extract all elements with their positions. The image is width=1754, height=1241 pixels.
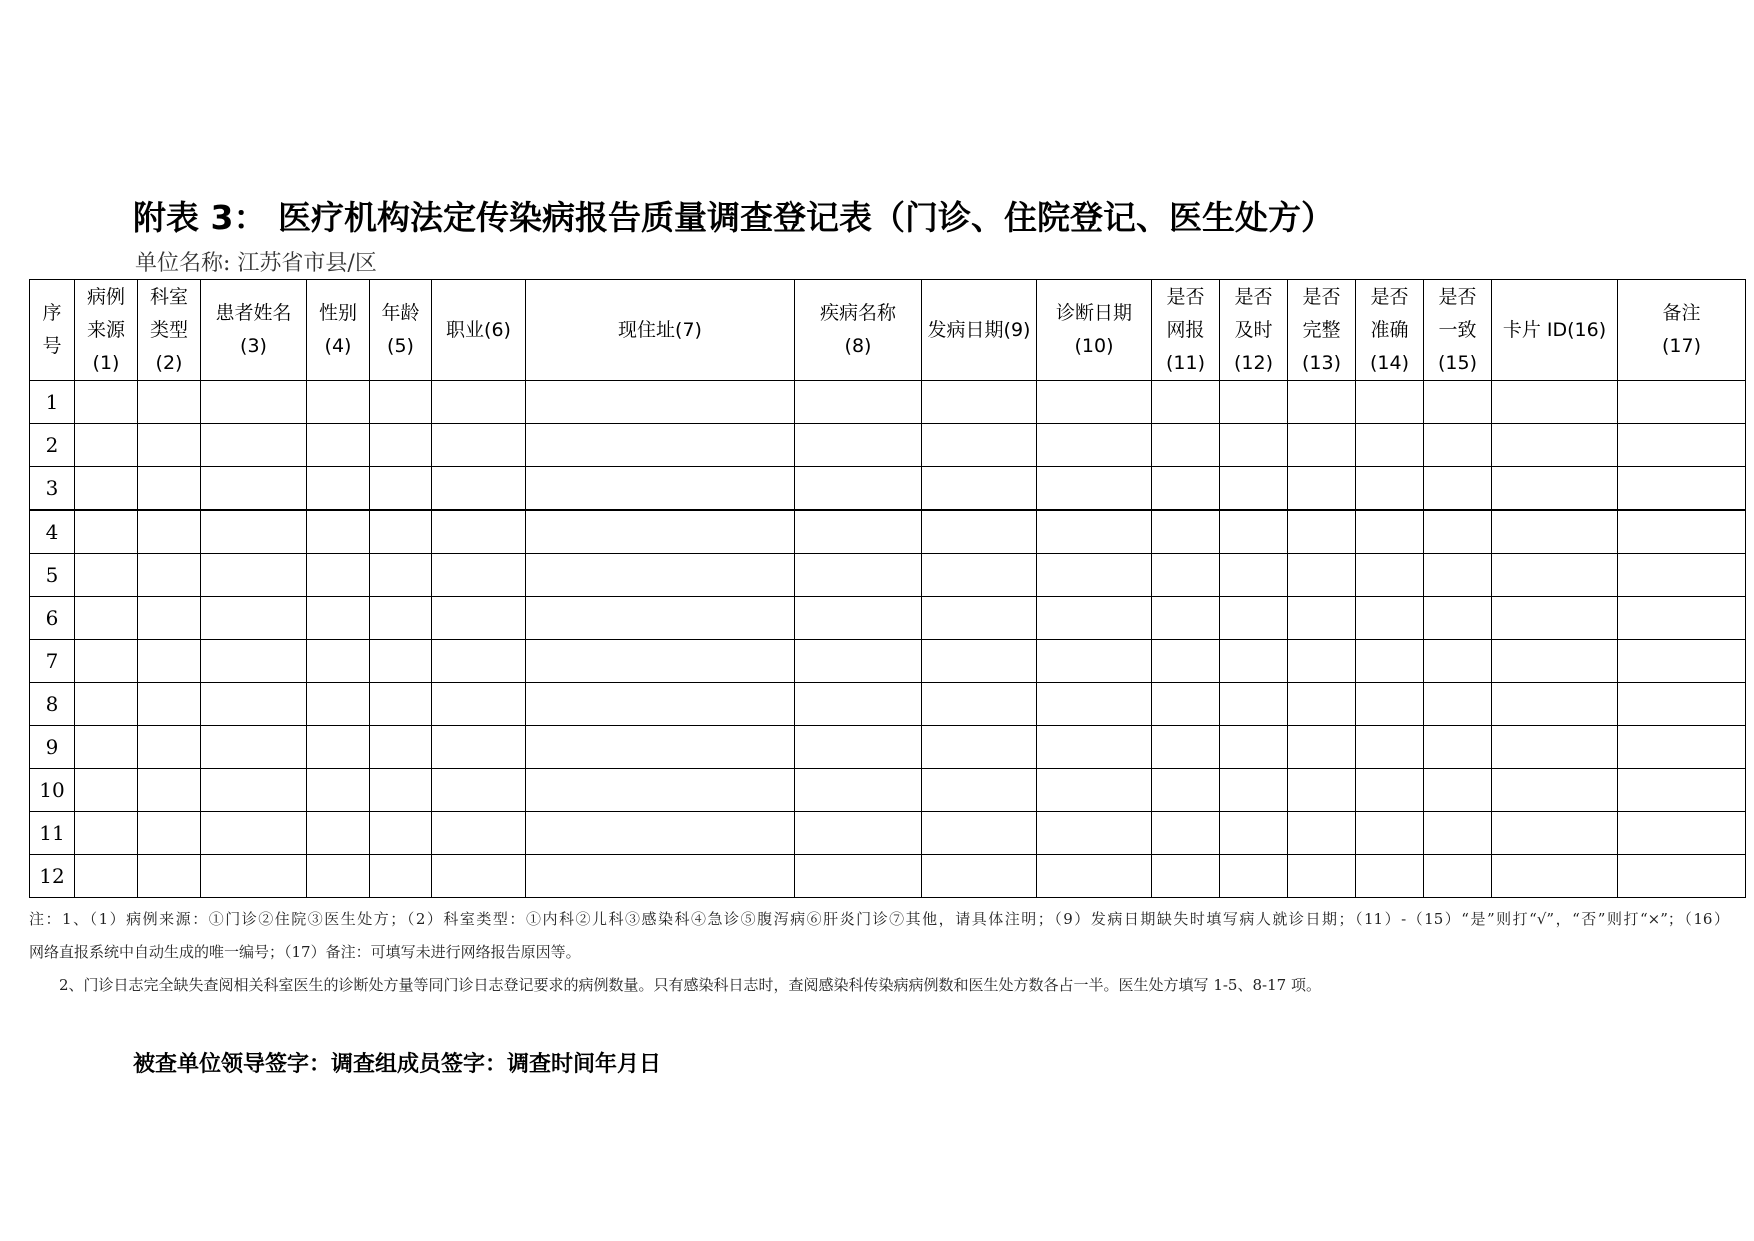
- table-cell[interactable]: [1424, 510, 1492, 554]
- table-cell[interactable]: [1152, 640, 1220, 683]
- header-text: 性别: [318, 302, 357, 324]
- table-cell[interactable]: [1220, 769, 1288, 812]
- table-cell[interactable]: [922, 597, 1037, 640]
- header-cell: [922, 280, 1037, 381]
- table-cell[interactable]: [1152, 855, 1220, 898]
- table-cell[interactable]: [307, 812, 370, 855]
- table-cell[interactable]: [922, 640, 1037, 683]
- table-row: [30, 510, 1746, 554]
- table-cell[interactable]: [1356, 726, 1424, 769]
- table-cell[interactable]: [307, 683, 370, 726]
- table-cell[interactable]: [1424, 812, 1492, 855]
- table-row: [30, 769, 1746, 812]
- table-row: [30, 726, 1746, 769]
- header-text: 是否: [1370, 285, 1409, 308]
- table-cell[interactable]: [1220, 726, 1288, 769]
- table-cell[interactable]: [138, 381, 201, 424]
- header-cell: [138, 280, 201, 381]
- header-cell: [795, 280, 922, 381]
- table-cell[interactable]: [1220, 812, 1288, 855]
- table-cell[interactable]: [1356, 812, 1424, 855]
- header-cell: [201, 280, 307, 381]
- table-cell[interactable]: [75, 855, 138, 898]
- header-text: 来源: [86, 318, 125, 341]
- table-cell[interactable]: [1152, 812, 1220, 855]
- table-cell[interactable]: [1288, 812, 1356, 855]
- header-text: (2): [155, 351, 183, 374]
- header-text: 准确: [1370, 318, 1409, 341]
- table-cell[interactable]: [201, 855, 307, 898]
- table-cell[interactable]: [1618, 554, 1746, 597]
- table-cell[interactable]: [1037, 597, 1152, 640]
- table-cell[interactable]: [201, 597, 307, 640]
- table-cell[interactable]: [1152, 467, 1220, 511]
- row-number: 8: [30, 683, 75, 726]
- table-cell[interactable]: [201, 554, 307, 597]
- table-cell[interactable]: [1618, 597, 1746, 640]
- table-cell[interactable]: [1492, 554, 1618, 597]
- table-cell[interactable]: [1288, 554, 1356, 597]
- table-cell[interactable]: [1288, 381, 1356, 424]
- table-cell[interactable]: [1424, 381, 1492, 424]
- table-cell[interactable]: [75, 640, 138, 683]
- table-cell[interactable]: [526, 640, 795, 683]
- row-number: 11: [30, 812, 75, 855]
- table-cell[interactable]: [1492, 510, 1618, 554]
- table-cell[interactable]: [138, 640, 201, 683]
- table-cell[interactable]: [370, 424, 432, 467]
- notes: [29, 903, 1729, 1002]
- note-line-1: 注：1、（1）病例来源：①门诊②住院③医生处方；（2）科室类型：①内科②儿科③感染科④急诊⑤腹泻病⑥肝炎门诊⑦其他，请具体注明；（9）发病日期缺失时填写病人就诊日期；（11）-（15）“是”则打“√”，“否”则打“×”；（16）: [29, 910, 1729, 928]
- table-cell[interactable]: [1492, 467, 1618, 511]
- table-cell[interactable]: [432, 769, 526, 812]
- table-cell[interactable]: [1618, 769, 1746, 812]
- table-cell[interactable]: [75, 726, 138, 769]
- table-cell[interactable]: [1288, 683, 1356, 726]
- table-cell[interactable]: [795, 683, 922, 726]
- table-cell[interactable]: [1152, 597, 1220, 640]
- table-cell[interactable]: [1492, 812, 1618, 855]
- table-body: [30, 381, 1746, 898]
- table-cell[interactable]: [1356, 467, 1424, 511]
- table-cell[interactable]: [922, 424, 1037, 467]
- table-cell[interactable]: [1356, 554, 1424, 597]
- header-text: 疾病名称: [819, 302, 896, 324]
- table-cell[interactable]: [1220, 510, 1288, 554]
- table-cell[interactable]: [1492, 640, 1618, 683]
- table-cell[interactable]: [1492, 381, 1618, 424]
- table-cell[interactable]: [138, 683, 201, 726]
- table-cell[interactable]: [138, 510, 201, 554]
- row-number: 1: [30, 381, 75, 424]
- table-cell[interactable]: [1288, 510, 1356, 554]
- table-cell[interactable]: [1424, 769, 1492, 812]
- table-cell[interactable]: [1037, 683, 1152, 726]
- table-cell[interactable]: [307, 640, 370, 683]
- header-text: 患者姓名: [215, 302, 292, 324]
- table-row: [30, 812, 1746, 855]
- header-text: 现住址(7): [618, 318, 702, 341]
- table-cell[interactable]: [1288, 640, 1356, 683]
- table-cell[interactable]: [795, 424, 922, 467]
- table-cell[interactable]: [1618, 510, 1746, 554]
- table-cell[interactable]: [526, 554, 795, 597]
- row-number: 9: [30, 726, 75, 769]
- table-cell[interactable]: [526, 855, 795, 898]
- table-cell[interactable]: [1618, 640, 1746, 683]
- table-cell[interactable]: [1288, 597, 1356, 640]
- table-cell[interactable]: [307, 424, 370, 467]
- header-text: 卡片 ID(16): [1502, 318, 1607, 341]
- row-number: 2: [30, 424, 75, 467]
- table-cell[interactable]: [1424, 640, 1492, 683]
- header-text: 及时: [1234, 318, 1273, 341]
- table-cell[interactable]: [138, 554, 201, 597]
- header-text: 一致: [1438, 318, 1477, 341]
- table-cell[interactable]: [1037, 726, 1152, 769]
- table-cell[interactable]: [138, 467, 201, 511]
- table-cell[interactable]: [201, 510, 307, 554]
- table-cell[interactable]: [1152, 769, 1220, 812]
- header-text: 科室: [149, 285, 188, 308]
- table-cell[interactable]: [75, 554, 138, 597]
- table-cell[interactable]: [1356, 855, 1424, 898]
- registration-table: [29, 279, 1746, 898]
- table-cell[interactable]: [201, 640, 307, 683]
- table-cell[interactable]: [370, 812, 432, 855]
- header-text: 诊断日期: [1055, 302, 1132, 324]
- table-cell[interactable]: [370, 640, 432, 683]
- header-cell: [1424, 280, 1492, 381]
- table-cell[interactable]: [526, 726, 795, 769]
- table-cell[interactable]: [1037, 510, 1152, 554]
- header-row: [30, 280, 1746, 381]
- table-cell[interactable]: [201, 769, 307, 812]
- table-cell[interactable]: [75, 424, 138, 467]
- table-cell[interactable]: [1492, 769, 1618, 812]
- table-cell[interactable]: [1356, 640, 1424, 683]
- table-cell[interactable]: [1492, 683, 1618, 726]
- table-cell[interactable]: [526, 812, 795, 855]
- table-cell[interactable]: [307, 467, 370, 511]
- table-cell[interactable]: [922, 855, 1037, 898]
- table-cell[interactable]: [432, 726, 526, 769]
- header-text: 完整: [1302, 318, 1341, 341]
- table-cell[interactable]: [1220, 554, 1288, 597]
- header-text: (5): [387, 335, 414, 357]
- header-text: (8): [844, 335, 872, 357]
- header-cell: [526, 280, 795, 381]
- table-cell[interactable]: [795, 510, 922, 554]
- table-row: [30, 640, 1746, 683]
- table-row: [30, 597, 1746, 640]
- table-cell[interactable]: [1220, 424, 1288, 467]
- table-cell[interactable]: [1424, 855, 1492, 898]
- table-cell[interactable]: [370, 855, 432, 898]
- header-text: (10): [1074, 335, 1114, 357]
- table-cell[interactable]: [432, 381, 526, 424]
- row-number: 5: [30, 554, 75, 597]
- header-text: 病例: [86, 285, 125, 308]
- table-cell[interactable]: [795, 381, 922, 424]
- header-text: (14): [1369, 351, 1409, 374]
- table-cell[interactable]: [307, 381, 370, 424]
- header-cell: [432, 280, 526, 381]
- table-cell[interactable]: [75, 467, 138, 511]
- table-cell[interactable]: [370, 726, 432, 769]
- table-cell[interactable]: [922, 467, 1037, 511]
- table-cell[interactable]: [1356, 597, 1424, 640]
- table-row: [30, 381, 1746, 424]
- table-cell[interactable]: [1152, 381, 1220, 424]
- table-cell[interactable]: [526, 424, 795, 467]
- row-number: 12: [30, 855, 75, 898]
- row-number: 10: [30, 769, 75, 812]
- table-row: [30, 467, 1746, 511]
- table-cell[interactable]: [795, 769, 922, 812]
- table-cell[interactable]: [1288, 769, 1356, 812]
- table-cell[interactable]: [138, 855, 201, 898]
- header-text: (11): [1165, 351, 1205, 374]
- table-cell[interactable]: [795, 855, 922, 898]
- header-cell: [1288, 280, 1356, 381]
- table-cell[interactable]: [1492, 597, 1618, 640]
- table-cell[interactable]: [307, 554, 370, 597]
- table-cell[interactable]: [432, 640, 526, 683]
- table-cell[interactable]: [795, 812, 922, 855]
- table-cell[interactable]: [75, 683, 138, 726]
- table-cell[interactable]: [922, 683, 1037, 726]
- table-cell[interactable]: [795, 467, 922, 511]
- row-number: 4: [30, 510, 75, 554]
- header-cell: [1618, 280, 1746, 381]
- table-cell[interactable]: [1037, 769, 1152, 812]
- table-cell[interactable]: [370, 467, 432, 511]
- table-cell[interactable]: [1037, 424, 1152, 467]
- table-cell[interactable]: [1152, 726, 1220, 769]
- table-cell[interactable]: [922, 812, 1037, 855]
- header-text: (13): [1301, 351, 1341, 374]
- table-cell[interactable]: [1152, 510, 1220, 554]
- table-row: [30, 855, 1746, 898]
- table-cell[interactable]: [307, 855, 370, 898]
- table-cell[interactable]: [1618, 424, 1746, 467]
- table-cell[interactable]: [526, 597, 795, 640]
- table-cell[interactable]: [1356, 683, 1424, 726]
- header-text: 是否: [1438, 285, 1477, 308]
- table-cell[interactable]: [922, 726, 1037, 769]
- table-cell[interactable]: [1492, 726, 1618, 769]
- row-number: 3: [30, 467, 75, 511]
- table-cell[interactable]: [370, 683, 432, 726]
- table-cell[interactable]: [1220, 467, 1288, 511]
- table-cell[interactable]: [75, 769, 138, 812]
- table-cell[interactable]: [1618, 855, 1746, 898]
- table-cell[interactable]: [1618, 726, 1746, 769]
- form-title: 附表 3： 医疗机构法定传染病报告质量调查登记表（门诊、住院登记、医生处方）: [133, 198, 1334, 237]
- header-cell: [307, 280, 370, 381]
- table-cell[interactable]: [922, 381, 1037, 424]
- header-text: 年龄: [381, 302, 420, 324]
- table-cell[interactable]: [201, 467, 307, 511]
- table-cell[interactable]: [1037, 467, 1152, 511]
- table-cell[interactable]: [75, 812, 138, 855]
- table-cell[interactable]: [526, 381, 795, 424]
- header-cell: [1356, 280, 1424, 381]
- table-cell[interactable]: [138, 424, 201, 467]
- table-cell[interactable]: [201, 381, 307, 424]
- table-cell[interactable]: [922, 769, 1037, 812]
- table-cell[interactable]: [1618, 381, 1746, 424]
- header-text: 序: [42, 302, 62, 324]
- signature-line: 被查单位领导签字：调查组成员签字：调查时间年月日: [133, 1052, 662, 1077]
- table-cell[interactable]: [75, 381, 138, 424]
- table-cell[interactable]: [432, 683, 526, 726]
- table-cell[interactable]: [370, 597, 432, 640]
- table-cell[interactable]: [307, 510, 370, 554]
- table-cell[interactable]: [1356, 381, 1424, 424]
- table-cell[interactable]: [370, 769, 432, 812]
- table-cell[interactable]: [1356, 424, 1424, 467]
- table-cell[interactable]: [370, 381, 432, 424]
- table-cell[interactable]: [1037, 812, 1152, 855]
- table-cell[interactable]: [1424, 726, 1492, 769]
- table-cell[interactable]: [1037, 640, 1152, 683]
- table-cell[interactable]: [201, 424, 307, 467]
- header-text: 是否: [1166, 285, 1205, 308]
- table-cell[interactable]: [1037, 855, 1152, 898]
- table-cell[interactable]: [370, 510, 432, 554]
- table-cell[interactable]: [75, 597, 138, 640]
- table-row: [30, 424, 1746, 467]
- header-text: 网报: [1166, 318, 1205, 341]
- table-cell[interactable]: [1288, 855, 1356, 898]
- table-cell[interactable]: [138, 597, 201, 640]
- table-cell[interactable]: [795, 640, 922, 683]
- note-line-1-cont: 网络直报系统中自动生成的唯一编号；（17）备注：可填写未进行网络报告原因等。: [29, 943, 581, 961]
- table-cell[interactable]: [526, 683, 795, 726]
- table-cell[interactable]: [1220, 597, 1288, 640]
- table-cell[interactable]: [75, 510, 138, 554]
- table-cell[interactable]: [1424, 467, 1492, 511]
- table-cell[interactable]: [1424, 683, 1492, 726]
- table-cell[interactable]: [1424, 554, 1492, 597]
- table-cell[interactable]: [1492, 424, 1618, 467]
- header-text: 是否: [1234, 285, 1273, 308]
- table-cell[interactable]: [138, 769, 201, 812]
- header-text: (12): [1233, 351, 1273, 374]
- unit-name-label: 单位名称: 江苏省市县/区: [135, 251, 377, 276]
- header-text: 是否: [1302, 285, 1341, 308]
- table-cell[interactable]: [432, 812, 526, 855]
- header-text: (1): [92, 351, 120, 374]
- table-cell[interactable]: [1492, 855, 1618, 898]
- row-number: 6: [30, 597, 75, 640]
- table-cell[interactable]: [922, 554, 1037, 597]
- table-cell[interactable]: [432, 597, 526, 640]
- header-text: 号: [42, 335, 62, 357]
- table-cell[interactable]: [1288, 726, 1356, 769]
- header-cell: [1152, 280, 1220, 381]
- row-number: 7: [30, 640, 75, 683]
- header-cell: [370, 280, 432, 381]
- table-cell[interactable]: [795, 597, 922, 640]
- header-cell: [1492, 280, 1618, 381]
- table-cell[interactable]: [526, 769, 795, 812]
- table-cell[interactable]: [1220, 640, 1288, 683]
- table-cell[interactable]: [526, 467, 795, 511]
- table-cell[interactable]: [526, 510, 795, 554]
- table-row: [30, 554, 1746, 597]
- table-cell[interactable]: [201, 726, 307, 769]
- table-cell[interactable]: [795, 554, 922, 597]
- note-line-2: 2、门诊日志完全缺失查阅相关科室医生的诊断处方量等同门诊日志登记要求的病例数量。只有感染科日志时，查阅感染科传染病病例数和医生处方数各占一半。医生处方填写 1-5、8-17 项。: [59, 976, 1321, 994]
- table-cell[interactable]: [1356, 769, 1424, 812]
- table-cell[interactable]: [1356, 510, 1424, 554]
- table-cell[interactable]: [1288, 467, 1356, 511]
- header-text: (3): [240, 335, 267, 357]
- table-cell[interactable]: [432, 510, 526, 554]
- table-cell[interactable]: [1618, 683, 1746, 726]
- table-cell[interactable]: [1618, 812, 1746, 855]
- table-cell[interactable]: [1037, 554, 1152, 597]
- table-cell[interactable]: [1618, 467, 1746, 511]
- header-text: (4): [324, 335, 352, 357]
- header-cell: [1037, 280, 1152, 381]
- header-text: 发病日期(9): [927, 318, 1031, 341]
- table-cell[interactable]: [1152, 424, 1220, 467]
- table-cell[interactable]: [432, 554, 526, 597]
- table-row: [30, 683, 1746, 726]
- table-cell[interactable]: [922, 510, 1037, 554]
- table-cell[interactable]: [201, 683, 307, 726]
- table-cell[interactable]: [1424, 597, 1492, 640]
- table-cell[interactable]: [1037, 381, 1152, 424]
- table-cell[interactable]: [1152, 683, 1220, 726]
- table-cell[interactable]: [307, 769, 370, 812]
- table-cell[interactable]: [795, 726, 922, 769]
- table-cell[interactable]: [370, 554, 432, 597]
- table-cell[interactable]: [432, 424, 526, 467]
- header-cell: [30, 280, 75, 381]
- table-cell[interactable]: [1220, 381, 1288, 424]
- table-cell[interactable]: [1220, 855, 1288, 898]
- table-cell[interactable]: [138, 812, 201, 855]
- header-text: (15): [1437, 351, 1477, 374]
- header-text: (17): [1661, 335, 1701, 357]
- table-cell[interactable]: [307, 726, 370, 769]
- header-text: 职业(6): [446, 318, 511, 341]
- table-cell[interactable]: [1288, 424, 1356, 467]
- table-cell[interactable]: [432, 467, 526, 511]
- table-cell[interactable]: [1152, 554, 1220, 597]
- table-cell[interactable]: [432, 855, 526, 898]
- header-cell: [75, 280, 138, 381]
- table-cell[interactable]: [201, 812, 307, 855]
- table-cell[interactable]: [1220, 683, 1288, 726]
- header-cell: [1220, 280, 1288, 381]
- header-text: 类型: [149, 318, 188, 341]
- table-cell[interactable]: [1424, 424, 1492, 467]
- table-cell[interactable]: [307, 597, 370, 640]
- header-text: 备注: [1662, 302, 1701, 324]
- table-cell[interactable]: [138, 726, 201, 769]
